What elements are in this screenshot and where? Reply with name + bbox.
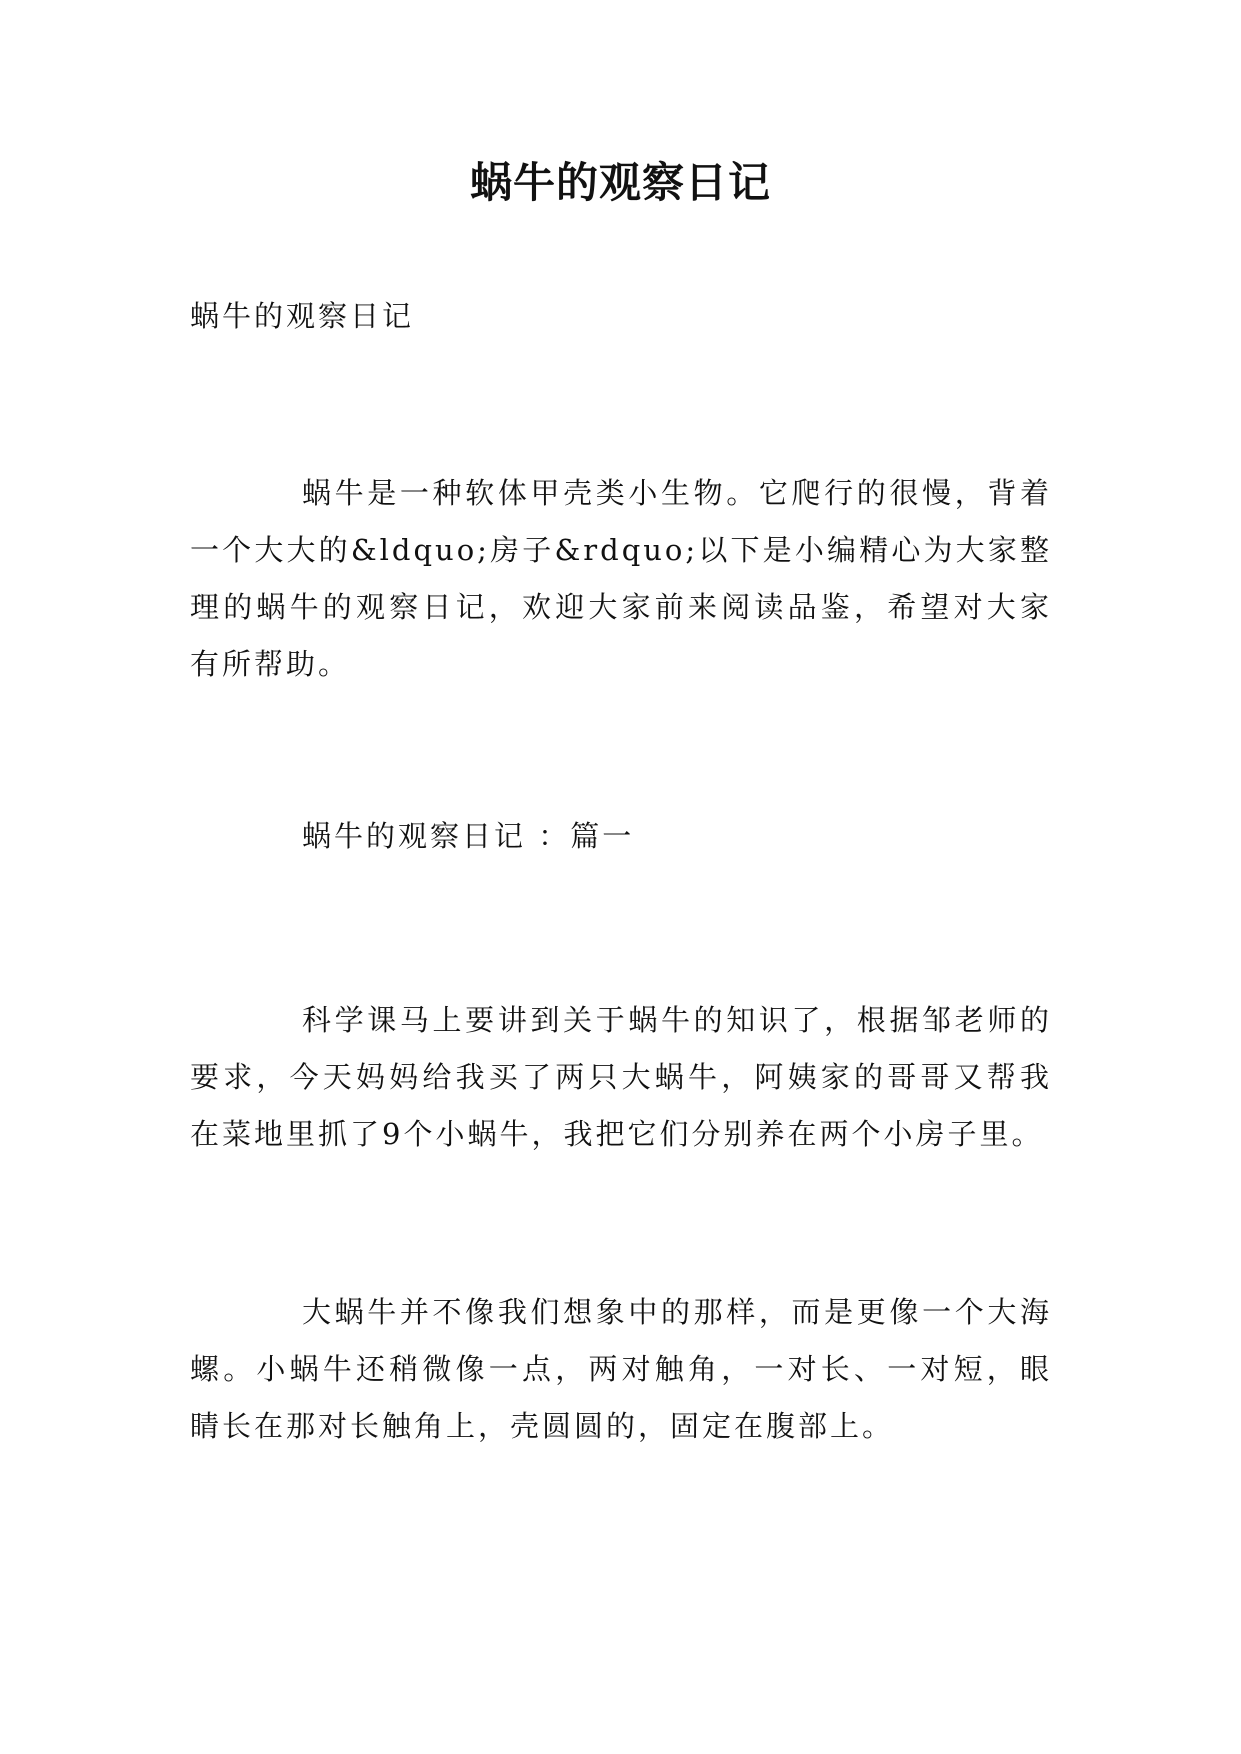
body-paragraph-1: 科学课马上要讲到关于蜗牛的知识了，根据邹老师的要求，今天妈妈给我买了两只大蜗牛，阿姨家的哥哥又帮我在菜地里抓了9个小蜗牛，我把它们分别养在两个小房子里。 — [190, 1003, 1052, 1151]
document-subtitle: 蜗牛的观察日记 — [190, 299, 415, 333]
section-heading: 蜗牛的观察日记 ：篇一 — [302, 819, 635, 853]
document-title: 蜗牛的观察日记 — [469, 158, 771, 207]
body-paragraph-2: 大蜗牛并不像我们想象中的那样，而是更像一个大海螺。小蜗牛还稍微像一点，两对触角，一对长、一对短，眼睛长在那对长触角上，壳圆圆的，固定在腹部上。 — [190, 1295, 1052, 1443]
intro-paragraph: 蜗牛是一种软体甲壳类小生物。它爬行的很慢，背着一个大大的&ldquo;房子&rdquo;以下是小编精心为大家整理的蜗牛的观察日记，欢迎大家前来阅读品鉴，希望对大家有所帮助。 — [190, 476, 1052, 681]
